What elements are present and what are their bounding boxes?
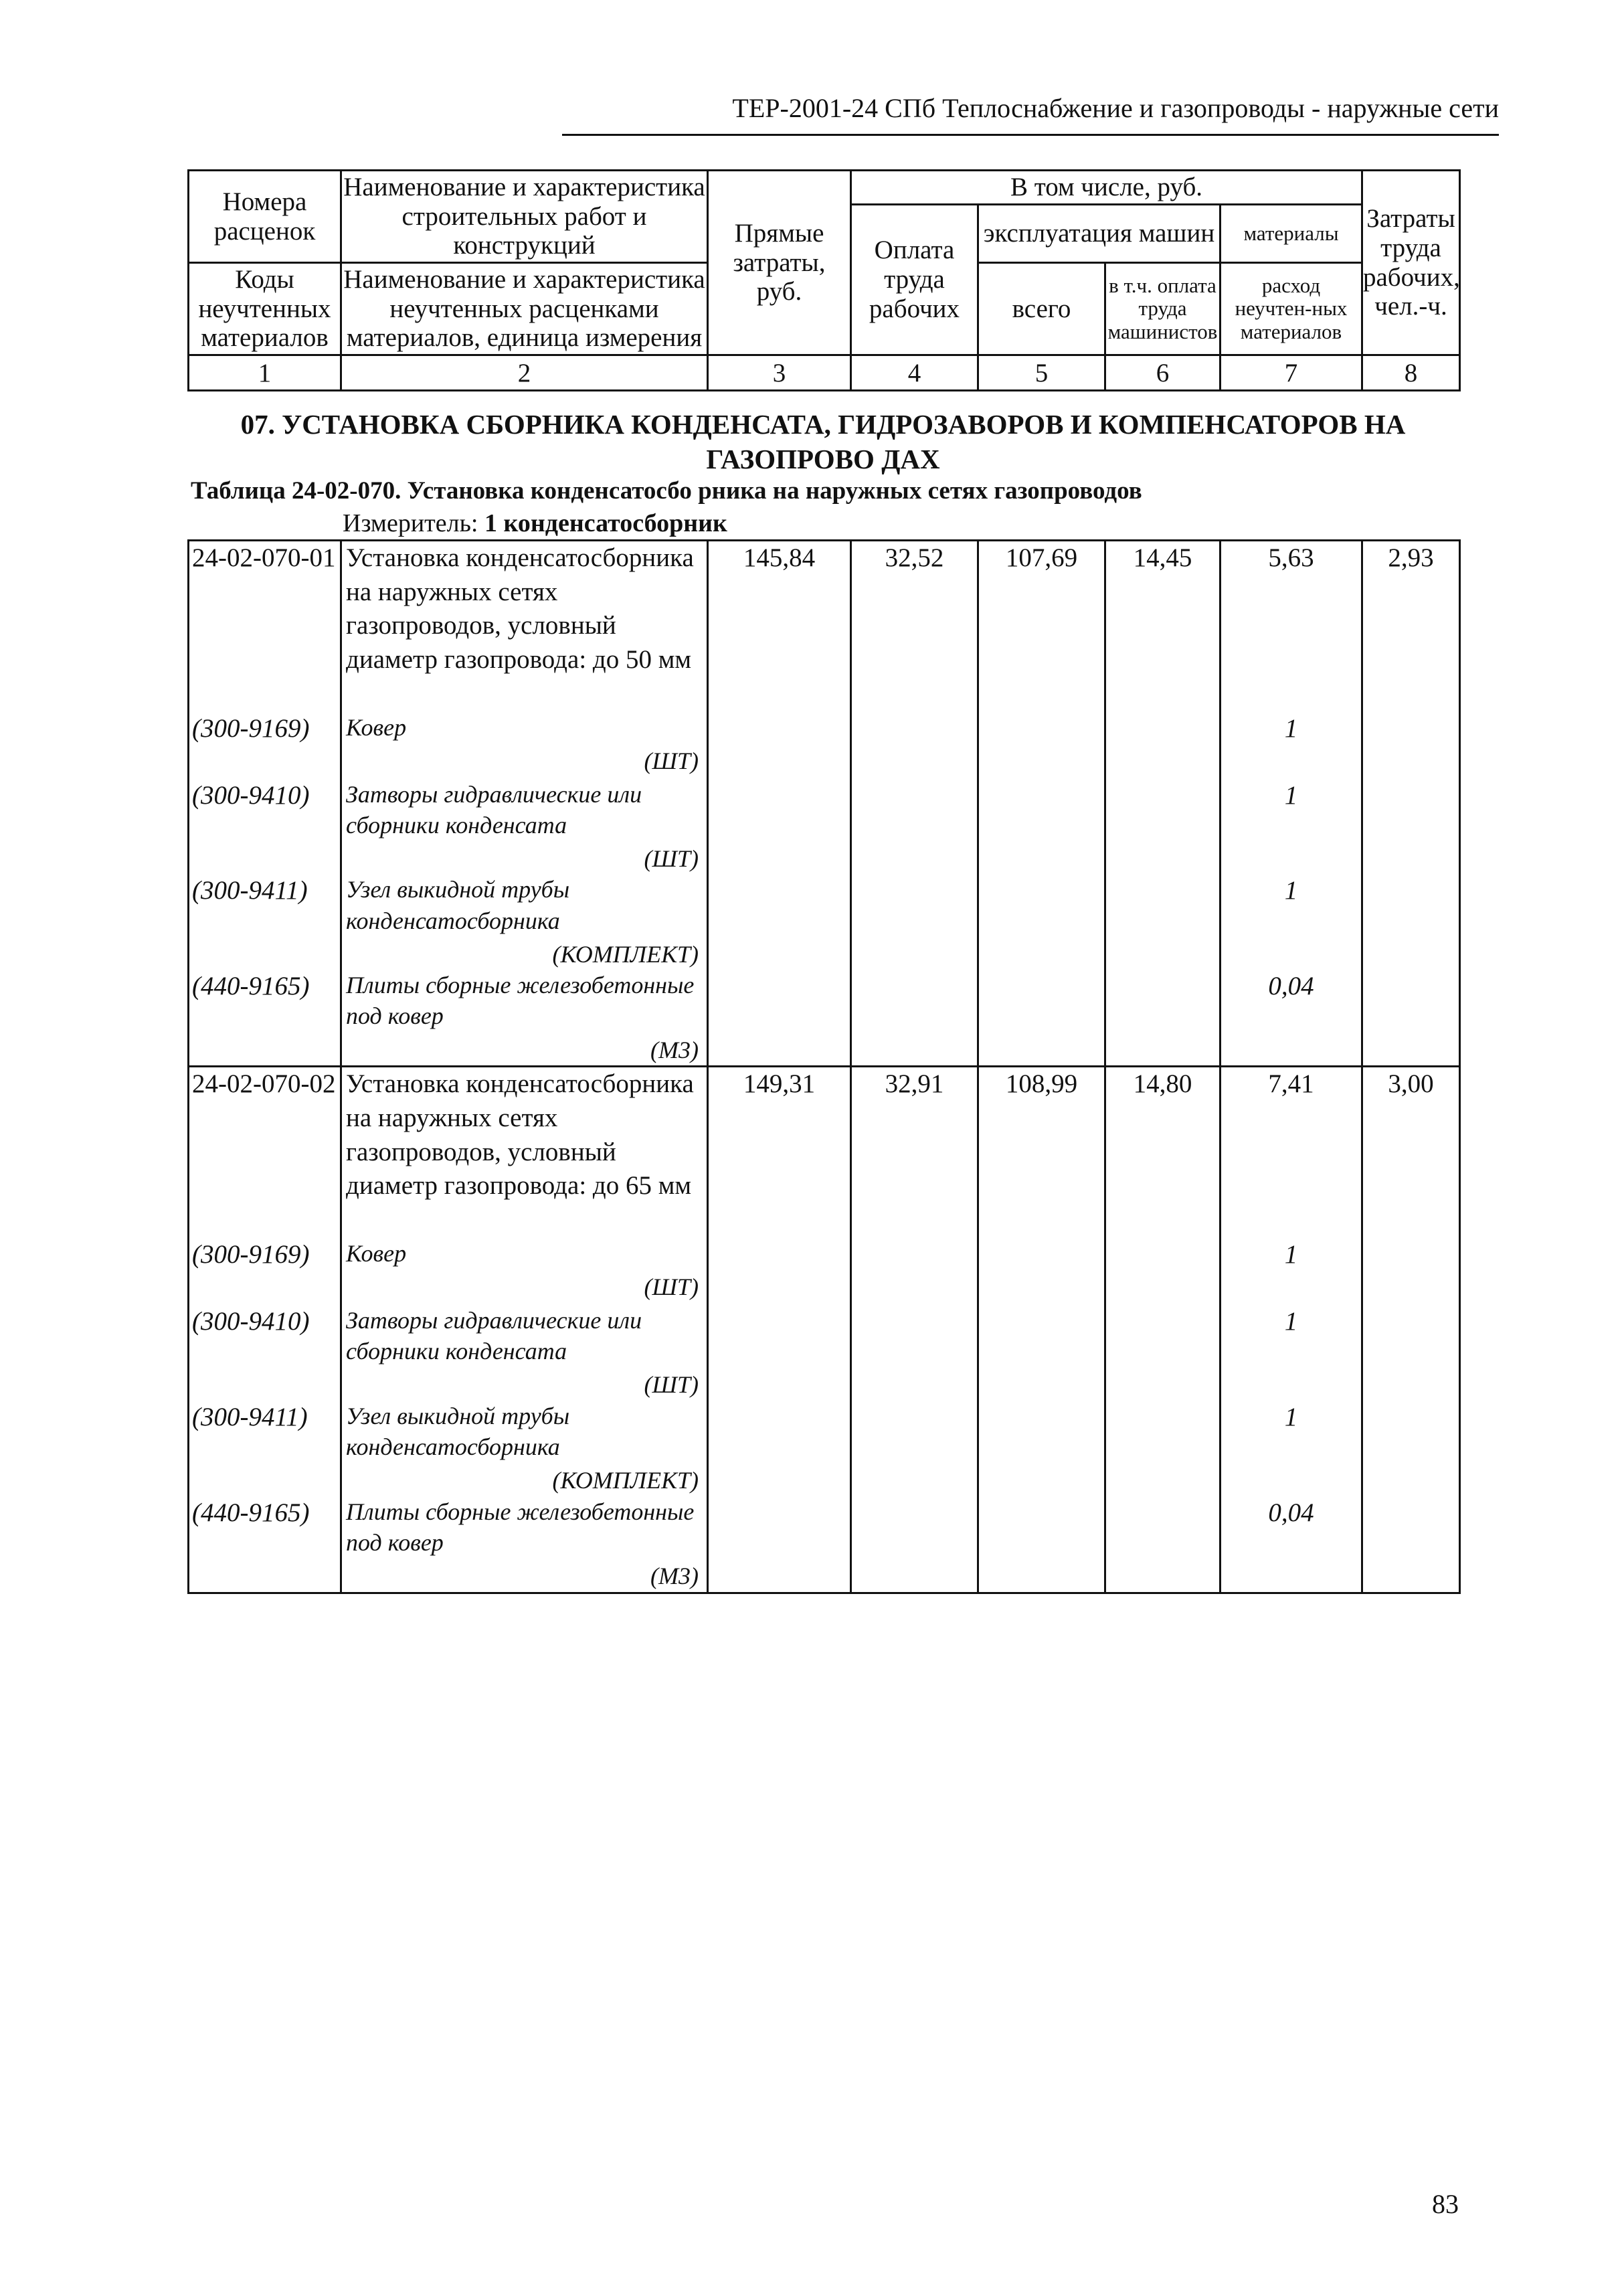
materials-header: материалы: [1221, 204, 1362, 262]
machines-total: 107,69: [978, 541, 1105, 712]
col6-header: в т.ч. оплата труда машинистов: [1105, 263, 1221, 355]
material-qty: 1: [1221, 1238, 1362, 1305]
material-unit: (ШТ): [644, 747, 699, 774]
meter-label: Измеритель:: [343, 509, 478, 537]
material-name: Ковер: [346, 1239, 407, 1267]
material-qty: 0,04: [1221, 970, 1362, 1066]
col1-header-bottom: Коды неучтенных материалов: [189, 263, 341, 355]
material-qty: 0,04: [1221, 1496, 1362, 1593]
material-name: Плиты сборные железобетонные под ковер: [346, 972, 695, 1030]
materials-cost: 5,63: [1221, 541, 1362, 712]
section-title: 07. УСТАНОВКА СБОРНИКА КОНДЕНСАТА, ГИДРОЗАВОРОВ И КОМПЕНСАТОРОВ НА ГАЗОПРОВО ДАХ: [240, 409, 1406, 474]
material-qty: 1: [1221, 712, 1362, 779]
labor-cost: 32,91: [851, 1067, 978, 1238]
material-unit: (ШТ): [644, 1371, 699, 1399]
rate-name: Установка конденсатосборника на наружных сетях газопроводов, условный диаметр газопровода: до 50 мм: [341, 541, 708, 712]
col-number: 4: [851, 355, 978, 391]
col-number: 2: [341, 355, 708, 391]
rate-code: 24-02-070-01: [189, 541, 341, 712]
material-unit: (ШТ): [644, 845, 699, 872]
material-code: (300-9411): [189, 874, 341, 970]
col-number: 1: [189, 355, 341, 391]
direct-cost: 149,31: [708, 1067, 851, 1238]
material-code: (300-9410): [189, 1305, 341, 1401]
labor-cost: 32,52: [851, 541, 978, 712]
document-header: ТЕР-2001-24 СПб Теплоснабжение и газопроводы - наружные сети: [732, 93, 1499, 123]
rate-name: Установка конденсатосборника на наружных сетях газопроводов, условный диаметр газопровода: до 65 мм: [341, 1067, 708, 1238]
col-number: 8: [1362, 355, 1460, 391]
col2-header-bottom: Наименование и характеристика неучтенных расценками материалов, единица измерения: [341, 263, 708, 355]
material-code: (300-9411): [189, 1401, 341, 1496]
machines-header: эксплуатация машин: [978, 204, 1221, 262]
page-number: 83: [1432, 2189, 1459, 2219]
material-name: Плиты сборные железобетонные под ковер: [346, 1498, 695, 1556]
col3-header: Прямые затраты, руб.: [708, 171, 851, 355]
labor-hours: 3,00: [1362, 1067, 1460, 1238]
materials-cost: 7,41: [1221, 1067, 1362, 1238]
col2-header-top: Наименование и характеристика строительных работ и конструкций: [341, 171, 708, 263]
material-unit: (М3): [650, 1562, 699, 1589]
col-number: 3: [708, 355, 851, 391]
col8-header: Затраты труда рабочих, чел.-ч.: [1362, 171, 1460, 355]
material-qty: 1: [1221, 779, 1362, 875]
col7-header: расход неучтен-ных материалов: [1221, 263, 1362, 355]
col4-header: Оплата труда рабочих: [851, 204, 978, 355]
col5-header: всего: [978, 263, 1105, 355]
header-rule: [562, 134, 1499, 136]
col-number: 6: [1105, 355, 1221, 391]
direct-cost: 145,84: [708, 541, 851, 712]
material-unit: (М3): [650, 1036, 699, 1063]
material-name: Узел выкидной трубы конденсатосборника: [346, 876, 570, 934]
material-qty: 1: [1221, 874, 1362, 970]
material-code: (440-9165): [189, 970, 341, 1066]
column-header-table: [187, 169, 1461, 391]
material-code: (300-9169): [189, 1238, 341, 1305]
col-number: 7: [1221, 355, 1362, 391]
material-qty: 1: [1221, 1401, 1362, 1496]
included-header: В том числе, руб.: [851, 171, 1362, 205]
material-unit: (КОМПЛЕКТ): [552, 940, 699, 968]
rates-table: [187, 539, 1461, 1594]
material-name: Узел выкидной трубы конденсатосборника: [346, 1402, 570, 1460]
material-name: Затворы гидравлические или сборники конденсата: [346, 780, 642, 839]
rate-code: 24-02-070-02: [189, 1067, 341, 1238]
material-unit: (КОМПЛЕКТ): [552, 1466, 699, 1494]
material-code: (440-9165): [189, 1496, 341, 1593]
material-code: (300-9169): [189, 712, 341, 779]
material-name: Затворы гидравлические или сборники конденсата: [346, 1306, 642, 1364]
labor-hours: 2,93: [1362, 541, 1460, 712]
meter-value: 1 конденсатосборник: [484, 509, 727, 537]
material-name: Ковер: [346, 713, 407, 741]
machines-total: 108,99: [978, 1067, 1105, 1238]
meter-line: [343, 509, 727, 538]
material-qty: 1: [1221, 1305, 1362, 1401]
col1-header-top: Номера расценок: [189, 171, 341, 263]
col-number: 5: [978, 355, 1105, 391]
material-unit: (ШТ): [644, 1273, 699, 1300]
material-code: (300-9410): [189, 779, 341, 875]
table-caption: Таблица 24-02-070. Установка конденсатосбо рника на наружных сетях газопроводов: [191, 477, 1142, 505]
machinist-labor: 14,80: [1105, 1067, 1221, 1238]
machinist-labor: 14,45: [1105, 541, 1221, 712]
